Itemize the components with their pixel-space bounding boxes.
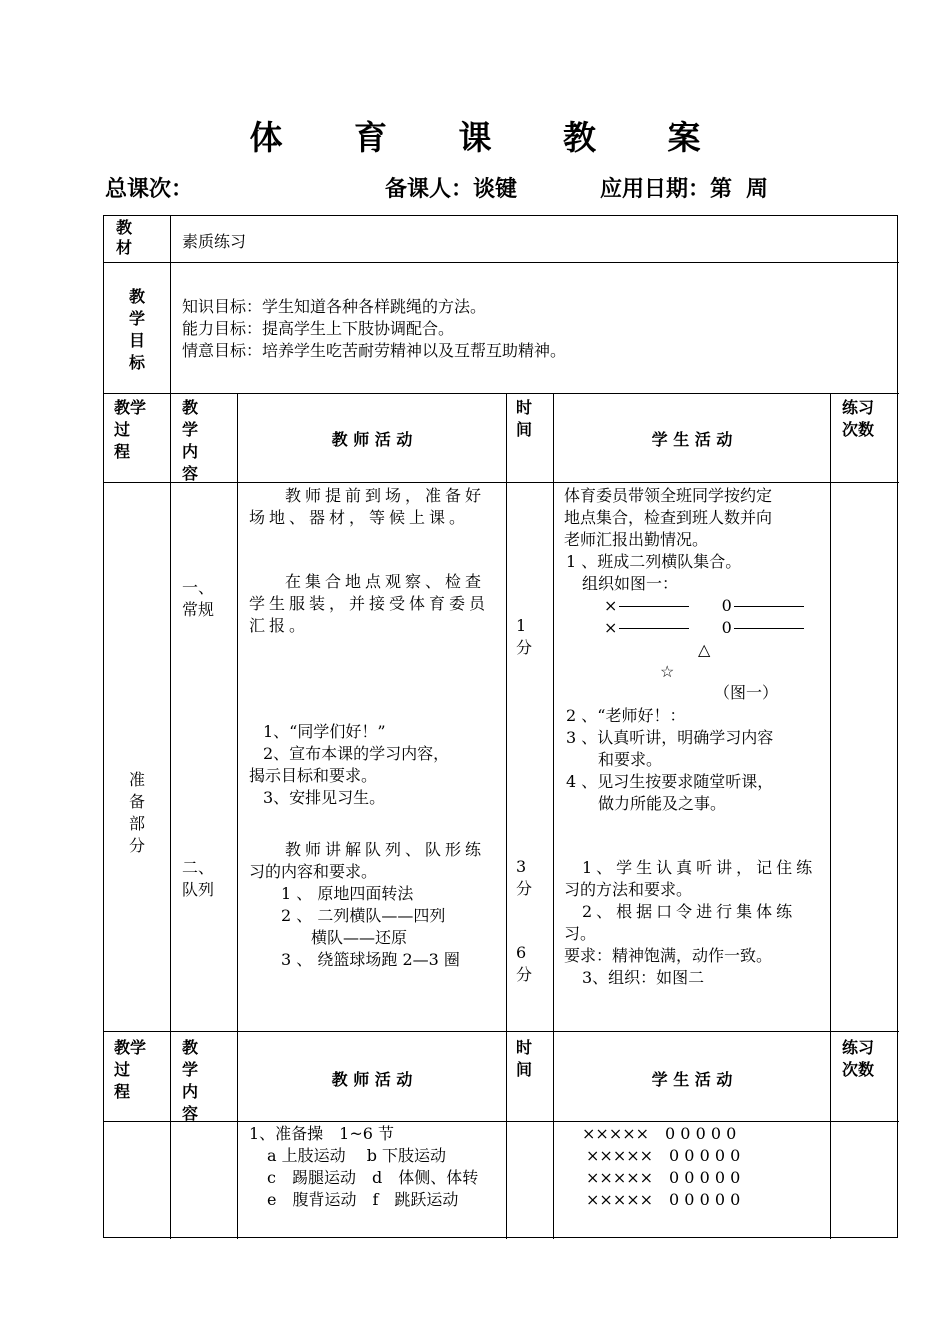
zero-mark: 0 <box>721 618 732 637</box>
zero-mark: 0 <box>721 596 732 615</box>
cross-mark: × <box>604 618 618 637</box>
col-teacher-header: 教 师 活 动 <box>331 430 413 449</box>
col-student-header-2: 学 生 活 动 <box>651 1070 733 1089</box>
objective-knowledge: 知识目标：学生知道各种各样跳绳的方法。 <box>182 297 487 316</box>
material-value: 素质练习 <box>182 232 247 251</box>
col-process-header: 教学 过 程 <box>114 398 147 461</box>
formation-row-2 <box>604 617 804 639</box>
routine-label: 一、 常规 <box>182 578 215 619</box>
objectives-label: 教 学 目 标 <box>128 287 145 372</box>
teacher-inspect-text: 在集合地点观察、检查 学生服装，并接受体育委员 汇报。 <box>249 572 490 635</box>
teacher-queue-text: 教师讲解队列、队形练 习的内容和要求。 1 、 原地四面转法 2 、 二列横队——四列 横队——还原 3 、 绕篮球场跑 2—3 圈 <box>249 840 486 969</box>
page-title: 体 育 课 教 案 <box>249 118 731 157</box>
time-queue: 3 分 <box>516 857 533 898</box>
col-content-header-2: 教 学 内 容 <box>182 1038 199 1123</box>
col-teacher-header-2: 教 师 活 动 <box>331 1070 413 1089</box>
col-practice-header: 练习 次数 <box>842 398 875 439</box>
student-assembly-text: 体育委员带领全班同学按约定 地点集合，检查到班人数并向 老师汇报出勤情况。 1 、班成二列横队集合。 组织如图一： <box>564 486 773 593</box>
teacher-greeting-text: 1、“同学们好！” 2、宣布本课的学习内容， 揭示目标和要求。 3、安排见习生。 <box>249 722 450 807</box>
week-label: 周 <box>746 177 769 202</box>
col-practice-header-2: 练习 次数 <box>842 1038 875 1079</box>
total-lessons-label: 总课次： <box>105 177 194 202</box>
triangle-icon: △ <box>698 640 711 659</box>
lesson-plan-table <box>103 215 898 1238</box>
queue-label: 二、 队列 <box>182 858 215 899</box>
objective-affect: 情意目标：培养学生吃苦耐劳精神以及互帮互助精神。 <box>182 341 567 360</box>
formation-row-1 <box>604 595 804 617</box>
star-icon: ☆ <box>660 662 675 681</box>
figure-one-caption: （图一） <box>714 683 779 702</box>
objective-ability: 能力目标：提高学生上下肢协调配合。 <box>182 319 455 338</box>
time-run: 6 分 <box>516 943 533 984</box>
material-label: 教 材 <box>115 218 132 257</box>
time-routine: 1 分 <box>516 616 533 657</box>
date-label <box>600 172 768 203</box>
preparer-label: 备课人：谈键 <box>385 177 518 202</box>
col-time-header-2: 时 间 <box>516 1038 533 1079</box>
teacher-prep-text: 教师提前到场，准备好 场地、器材，等候上课。 <box>249 486 486 527</box>
student-queue-text: 1、学生认真听讲，记住练 习的方法和要求。 2、根据口令进行集体练 习。 要求：精神饱满，动作一致。 3、组织：如图二 <box>564 858 817 987</box>
cross-mark: × <box>604 596 618 615</box>
student-greeting-text: 2 、“老师好！： 3 、认真听讲，明确学习内容 和要求。 4 、见习生按要求随堂听课， 做力所能及之事。 <box>566 706 774 813</box>
warmup-teacher-text: 1、准备操 1~6 节 a 上肢运动 b 下肢运动 c 踢腿运动 d 体侧、体转 e 腹背运动 f 跳跃运动 <box>249 1124 479 1209</box>
col-time-header: 时 间 <box>516 398 533 439</box>
objectives-text <box>182 296 566 362</box>
prep-section-label: 准 备 部 分 <box>128 770 145 855</box>
date-prefix: 应用日期：第 <box>600 177 733 202</box>
col-content-header: 教 学 内 容 <box>182 398 199 483</box>
col-student-header: 学 生 活 动 <box>651 430 733 449</box>
warmup-formation: ××××× 0 0 0 0 0 ××××× 0 0 0 0 0 ××××× 0 0 0 0 0 ××××× 0 0 0 0 0 <box>582 1124 741 1209</box>
col-process-header-2: 教学 过 程 <box>114 1038 147 1101</box>
